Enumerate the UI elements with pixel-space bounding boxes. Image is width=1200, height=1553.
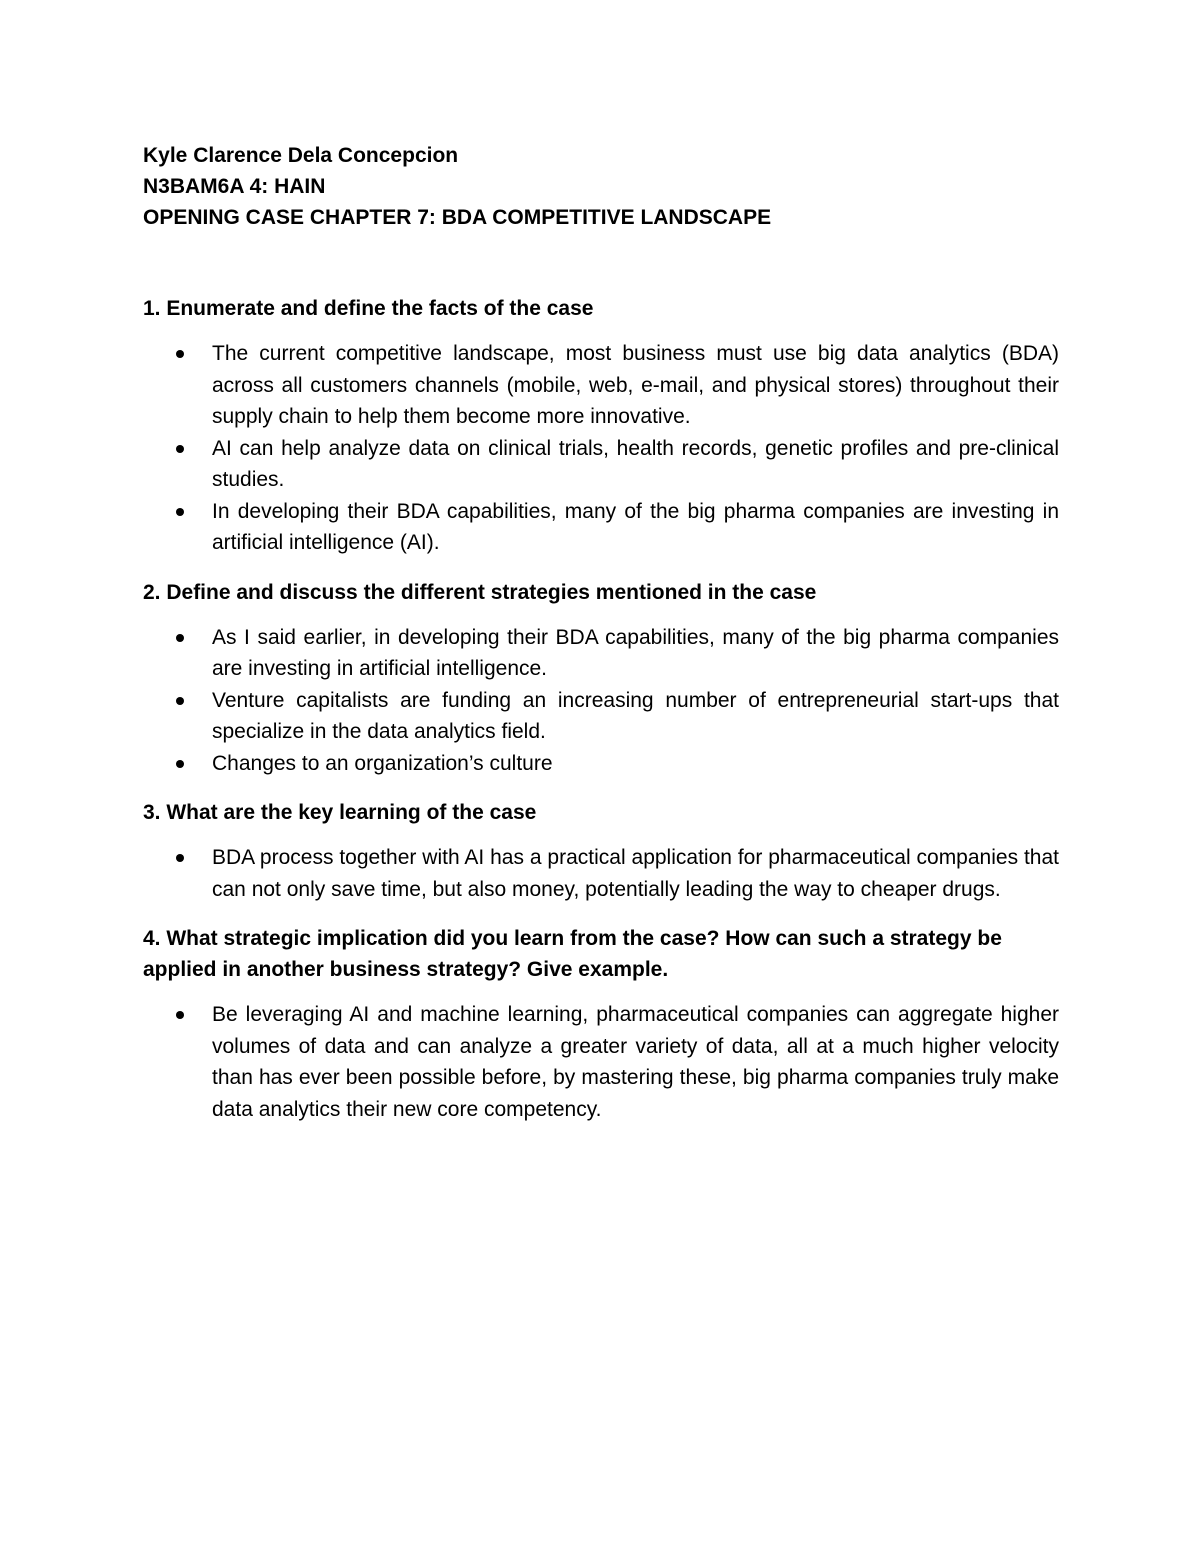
list-item xyxy=(143,622,1059,685)
bullet-icon xyxy=(176,350,184,358)
answer-list-1 xyxy=(143,338,1059,559)
bullet-text: AI can help analyze data on clinical trials, health records, genetic profiles and pre-clinical studies. xyxy=(212,436,1059,491)
bullet-text: Changes to an organization’s culture xyxy=(212,751,553,775)
list-item xyxy=(143,496,1059,559)
list-item xyxy=(143,685,1059,748)
bullet-text: The current competitive landscape, most business must use big data analytics (BDA) across all customers channels (mobile, web, e-mail, and physical stores) throughout their supply chain to help them become more innovative. xyxy=(212,342,1059,428)
list-item xyxy=(143,338,1059,433)
question-3: 3. What are the key learning of the case xyxy=(143,801,537,824)
question-4: 4. What strategic implication did you learn from the case? How can such a strategy be applied in another business strategy? Give example. xyxy=(143,927,1002,981)
list-item xyxy=(143,748,1059,780)
document-title: OPENING CASE CHAPTER 7: BDA COMPETITIVE LANDSCAPE xyxy=(143,206,772,229)
bullet-icon xyxy=(176,697,184,705)
answer-list-2 xyxy=(143,622,1059,780)
bullet-icon xyxy=(176,508,184,516)
bullet-text: Venture capitalists are funding an increasing number of entrepreneurial start-ups that specialize in the data analytics field. xyxy=(212,688,1059,743)
bullet-text: BDA process together with AI has a practical application for pharmaceutical companies that can not only save time, but also money, potentially leading the way to cheaper drugs. xyxy=(212,846,1059,901)
bullet-icon xyxy=(176,854,184,862)
header-spacer xyxy=(143,233,1059,293)
bullet-icon xyxy=(176,445,184,453)
bullet-text: As I said earlier, in developing their BDA capabilities, many of the big pharma companies are investing in artificial intelligence. xyxy=(212,625,1059,680)
question-2: 2. Define and discuss the different strategies mentioned in the case xyxy=(143,580,817,604)
list-item xyxy=(143,999,1059,1125)
question-1: 1. Enumerate and define the facts of the case xyxy=(143,297,594,320)
list-item xyxy=(143,433,1059,496)
answer-list-3 xyxy=(143,842,1059,905)
bullet-icon xyxy=(176,1011,184,1019)
answer-list-4 xyxy=(143,999,1059,1125)
author-name: Kyle Clarence Dela Concepcion xyxy=(143,144,459,167)
bullet-text: Be leveraging AI and machine learning, pharmaceutical companies can aggregate higher volumes of data and can analyze a greater variety of data, all at a much higher velocity than has ever been possible before, by mastering these, big pharma companies truly make data analytics their new core competency. xyxy=(212,1003,1059,1121)
course-code: N3BAM6A 4: HAIN xyxy=(143,175,326,198)
bullet-icon xyxy=(176,760,184,768)
list-item xyxy=(143,842,1059,905)
bullet-text: In developing their BDA capabilities, many of the big pharma companies are investing in artificial intelligence (AI). xyxy=(212,499,1059,554)
bullet-icon xyxy=(176,634,184,642)
document-body xyxy=(143,140,1059,1143)
